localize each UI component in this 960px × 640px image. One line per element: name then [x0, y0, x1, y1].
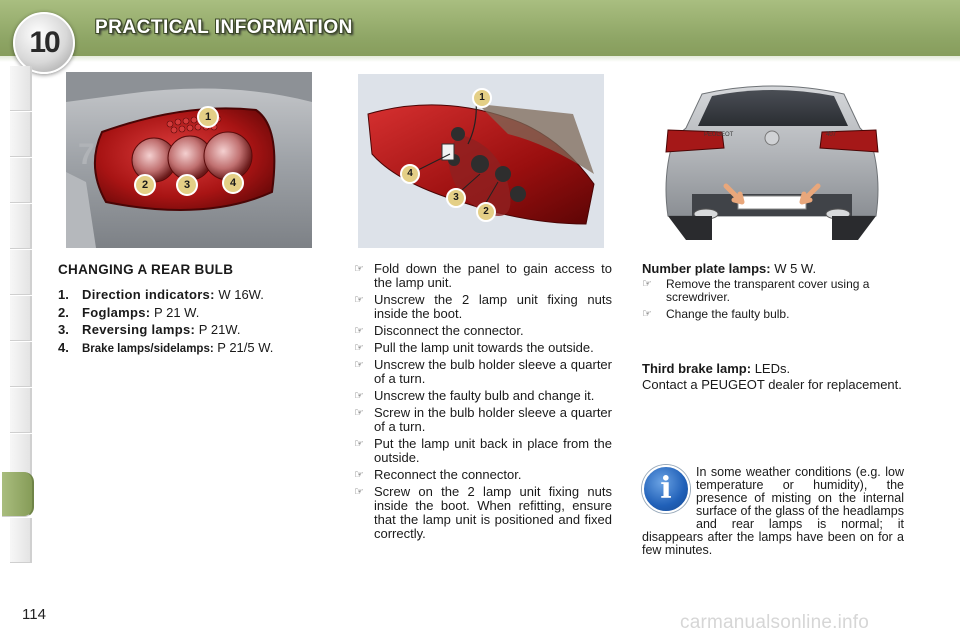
- pointing-hand-icon: ☞: [642, 308, 652, 320]
- pointing-hand-icon: ☞: [354, 469, 364, 481]
- procedure-step: ☞ Fold down the panel to gain access to the lamp unit.: [354, 261, 612, 290]
- chapter-tab[interactable]: [10, 518, 32, 563]
- watermark: carmanualsonline.info: [680, 612, 870, 633]
- info-note: In some weather conditions (e.g. low temperature or humidity), the presence of misting on the internal surface of the glass of the headlamps and rear lamps is normal; it disappears after the lamps have been on for a few minutes.: [642, 465, 904, 557]
- bulb-item: 3. Reversing lamps: P 21W.: [58, 322, 241, 337]
- pointing-hand-icon: ☞: [354, 407, 364, 419]
- bulb-item: 4. Brake lamps/sidelamps: P 21/5 W.: [58, 339, 274, 355]
- pointing-hand-icon: ☞: [354, 359, 364, 371]
- callout-3-unit: 3: [446, 188, 466, 208]
- info-icon: i: [642, 465, 690, 513]
- chapter-tab[interactable]: [10, 250, 32, 295]
- chapter-tab[interactable]: [10, 158, 32, 203]
- chapter-tab[interactable]: [10, 296, 32, 341]
- car-rear-photo: [652, 76, 892, 248]
- section-title: CHANGING A REAR BULB: [58, 262, 234, 277]
- callout-1-unit: 1: [472, 88, 492, 108]
- callout-3-lamp: 3: [176, 174, 198, 196]
- chapter-tab[interactable]: [10, 388, 32, 433]
- rear-badge-left: PEUGEOT: [704, 132, 734, 138]
- callout-2-unit: 2: [476, 202, 496, 222]
- chapter-tab[interactable]: [10, 342, 32, 387]
- svg-text:7: 7: [78, 138, 95, 171]
- procedure-step: ☞ Unscrew the bulb holder sleeve a quarter of a turn.: [354, 357, 612, 386]
- procedure-step: ☞ Disconnect the connector.: [354, 323, 524, 338]
- chapter-badge: [13, 12, 75, 74]
- pointing-hand-icon: ☞: [354, 294, 364, 306]
- chapter-number: 10: [29, 26, 59, 59]
- pointing-hand-icon: ☞: [354, 342, 364, 354]
- procedure-steps: [354, 262, 612, 544]
- chapter-tabs: [0, 66, 34, 576]
- bulb-list: [58, 287, 328, 359]
- callout-4-lamp: 4: [222, 172, 244, 194]
- bulb-item: 1. Direction indicators: W 16W.: [58, 287, 264, 302]
- chapter-tab[interactable]: [10, 66, 32, 111]
- header-shadow: [0, 56, 960, 62]
- procedure-step: ☞ Unscrew the faulty bulb and change it.: [354, 388, 595, 403]
- third-brake-note: Contact a PEUGEOT dealer for replacement.: [642, 377, 902, 392]
- procedure-step: ☞ Put the lamp unit back in place from the outside.: [354, 436, 612, 465]
- procedure-step: ☞ Change the faulty bulb.: [642, 307, 790, 321]
- callout-2-lamp: 2: [134, 174, 156, 196]
- pointing-hand-icon: ☞: [354, 438, 364, 450]
- lamp-unit-photo: [358, 74, 604, 248]
- chapter-tab[interactable]: [10, 204, 32, 249]
- pointing-hand-icon: ☞: [354, 325, 364, 337]
- procedure-step: ☞ Unscrew the 2 lamp unit fixing nuts inside the boot.: [354, 292, 612, 321]
- callout-1-lamp: 1: [197, 106, 219, 128]
- chapter-tab-active[interactable]: [2, 472, 34, 517]
- bulb-item: 2. Foglamps: P 21 W.: [58, 304, 200, 320]
- number-plate-steps: [642, 278, 904, 325]
- procedure-step: ☞ Remove the transparent cover using a screwdriver.: [642, 277, 870, 304]
- callout-4-unit: 4: [400, 164, 420, 184]
- rear-badge-right: 407: [826, 132, 837, 138]
- pointing-hand-icon: ☞: [354, 263, 364, 275]
- pointing-hand-icon: ☞: [354, 390, 364, 402]
- procedure-step: ☞ Screw in the bulb holder sleeve a quarter of a turn.: [354, 405, 612, 434]
- third-brake-heading: Third brake lamp: LEDs.: [642, 361, 791, 376]
- rear-lamp-photo: [66, 72, 312, 248]
- chapter-title: PRACTICAL INFORMATION: [95, 17, 353, 38]
- procedure-step: ☞ Screw on the 2 lamp unit fixing nuts inside the boot. When refitting, ensure that the lamp unit is positioned and fixed correctly.: [354, 484, 612, 541]
- page-number: 114: [22, 606, 46, 623]
- number-plate-heading: Number plate lamps: W 5 W.: [642, 261, 817, 276]
- procedure-step: ☞ Reconnect the connector.: [354, 467, 522, 482]
- chapter-tab[interactable]: [10, 112, 32, 157]
- procedure-step: ☞ Pull the lamp unit towards the outside.: [354, 340, 594, 355]
- pointing-hand-icon: ☞: [354, 486, 364, 498]
- pointing-hand-icon: ☞: [642, 278, 652, 290]
